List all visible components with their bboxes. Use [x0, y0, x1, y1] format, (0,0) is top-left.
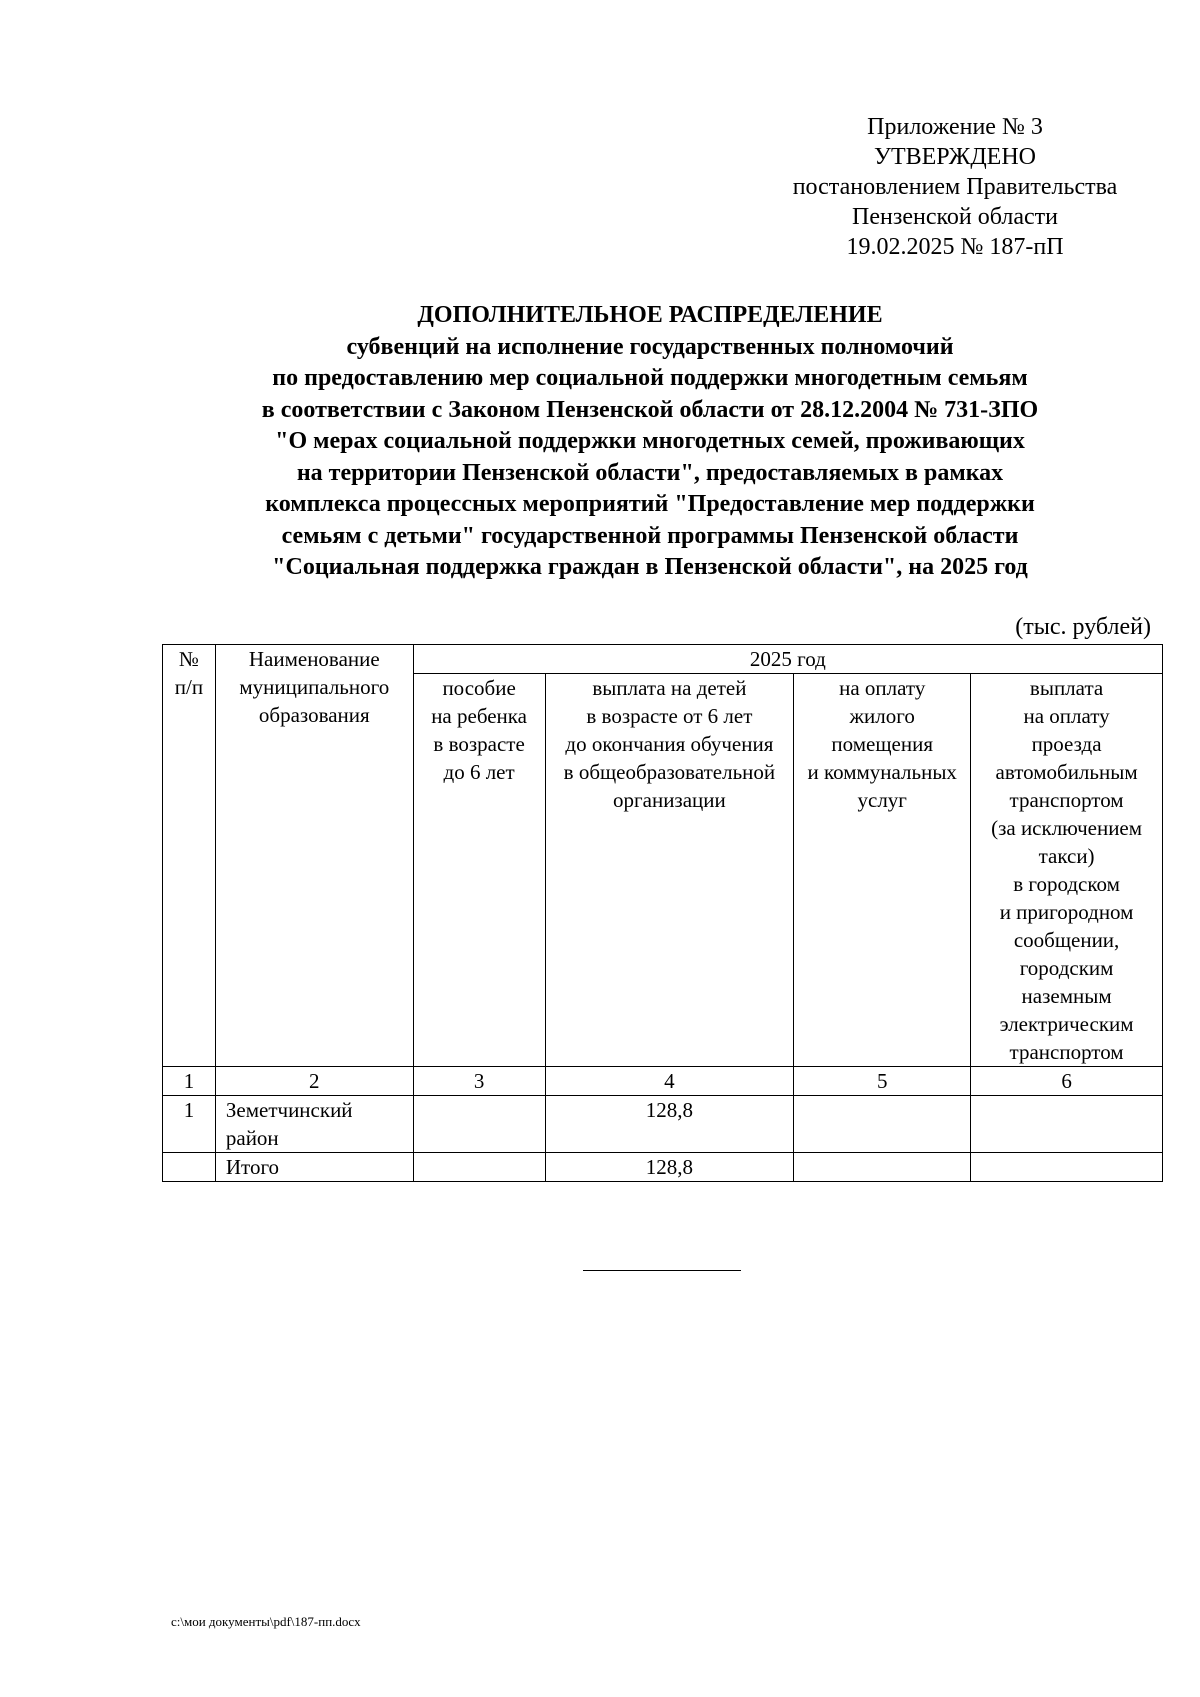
column-number: 5	[794, 1067, 971, 1096]
cell-transport-payment	[971, 1153, 1163, 1182]
title-line: семьям с детьми" государственной программы Пензенской области	[281, 522, 1019, 549]
municipality-name: Земетчинский район	[215, 1096, 413, 1153]
cell-housing-payment	[794, 1153, 971, 1182]
total-label: Итого	[215, 1153, 413, 1182]
file-path-footer: c:\мои документы\pdf\187-пп.docx	[171, 1614, 361, 1629]
approval-region: Пензенской области	[852, 204, 1058, 230]
row-number: 1	[163, 1096, 216, 1153]
header-row	[163, 645, 1163, 674]
appendix-number: Приложение № 3	[867, 114, 1043, 140]
cell-school-payment: 128,8	[545, 1096, 794, 1153]
title-line: по предоставлению мер социальной поддержки многодетным семьям	[272, 365, 1028, 391]
approval-date-number: 19.02.2025 № 187-пП	[846, 234, 1064, 260]
cell-child-allowance	[413, 1153, 545, 1182]
approval-authority: постановлением Правительства	[792, 174, 1118, 200]
units-label: (тыс. рублей)	[1015, 614, 1151, 640]
end-separator-line	[583, 1270, 741, 1271]
cell-child-allowance	[413, 1096, 545, 1153]
cell-housing-payment	[794, 1096, 971, 1153]
column-number: 6	[971, 1067, 1163, 1096]
title-line: комплекса процессных мероприятий "Предоставление мер поддержки	[265, 491, 1035, 517]
title-line: "О мерах социальной поддержки многодетных семей, проживающих	[275, 428, 1025, 454]
header-number: № п/п	[163, 645, 216, 1067]
column-number: 4	[545, 1067, 794, 1096]
row-number	[163, 1153, 216, 1182]
document-title	[150, 300, 1150, 584]
title-line: в соответствии с Законом Пензенской области от 28.12.2004 № 731-ЗПО	[261, 396, 1039, 423]
distribution-table	[162, 644, 1163, 1182]
column-number: 1	[163, 1067, 216, 1096]
header-municipality: Наименование муниципального образования	[215, 645, 413, 1067]
title-line: "Социальная поддержка граждан в Пензенской области", на 2025 год	[272, 554, 1028, 580]
column-number: 2	[215, 1067, 413, 1096]
approval-block	[745, 112, 1165, 262]
column-numbers-row	[163, 1067, 1163, 1096]
header-housing-payment: на оплату жилого помещения и коммунальных услуг	[794, 674, 971, 1067]
total-row	[163, 1153, 1163, 1182]
title-line: субвенций на исполнение государственных полномочий	[346, 333, 954, 360]
title-line: ДОПОЛНИТЕЛЬНОЕ РАСПРЕДЕЛЕНИЕ	[417, 302, 883, 328]
column-number: 3	[413, 1067, 545, 1096]
cell-school-payment: 128,8	[545, 1153, 794, 1182]
header-child-allowance: пособие на ребенка в возрасте до 6 лет	[413, 674, 545, 1067]
title-line: на территории Пензенской области", предоставляемых в рамках	[296, 459, 1004, 486]
header-school-payment: выплата на детей в возрасте от 6 лет до окончания обучения в общеобразовательной организации	[545, 674, 794, 1067]
approved-label: УТВЕРЖДЕНО	[873, 144, 1037, 170]
table-row	[163, 1096, 1163, 1153]
header-year: 2025 год	[413, 645, 1162, 674]
header-transport-payment: выплата на оплату проезда автомобильным транспортом (за исключением такси) в городском и пригородном сообщении, городским наземным электрическим транспортом	[971, 674, 1163, 1067]
cell-transport-payment	[971, 1096, 1163, 1153]
